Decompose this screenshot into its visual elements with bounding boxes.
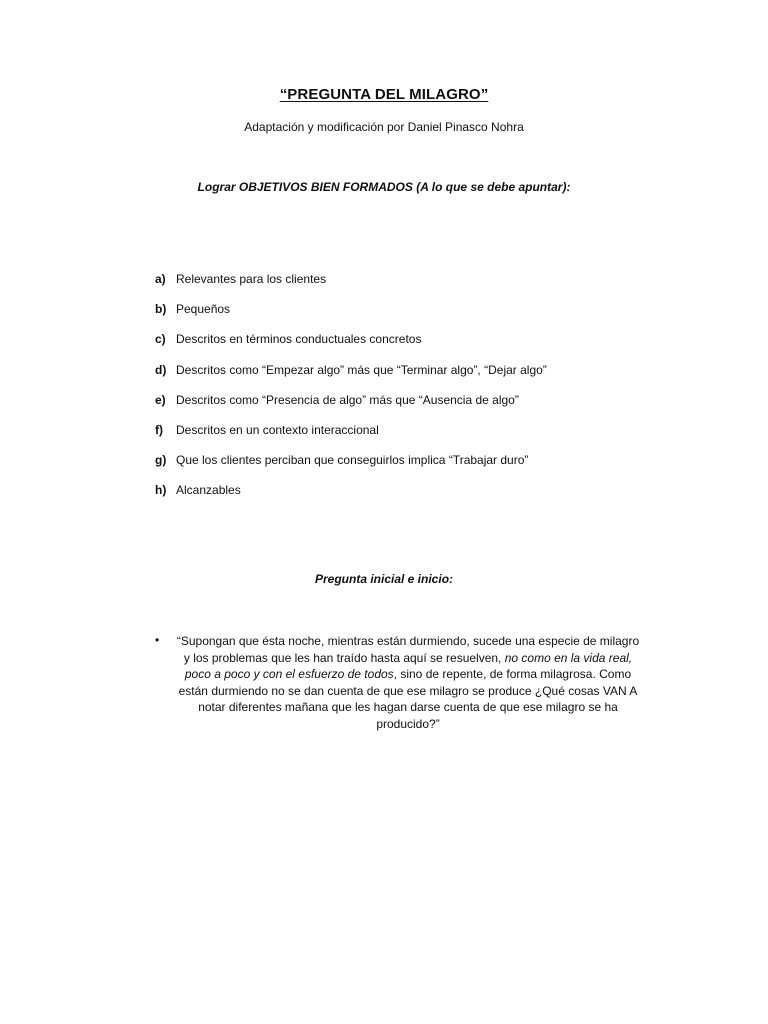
list-item-letter: g) — [155, 453, 167, 468]
list-item — [155, 301, 547, 331]
list-item-text: Descritos en un contexto interaccional — [176, 422, 379, 437]
list-item-text: Que los clientes perciban que conseguirlos implica “Trabajar duro” — [176, 453, 529, 468]
list-item-letter: a) — [155, 272, 166, 286]
list-item — [155, 362, 547, 392]
quote-part-2: , sino de repente, de forma milagrosa. Como están durmiendo no se dan cuenta de que ese milagro se produce ¿Qué cosas VAN A notar diferentes mañana que les hagan darse cuenta de que ese milagro se ha producido?” — [178, 667, 638, 731]
list-item-letter: b) — [155, 302, 167, 317]
list-item-letter: d) — [155, 362, 167, 377]
question-heading: Pregunta inicial e inicio: — [314, 572, 454, 586]
objectives-heading: Lograr OBJETIVOS BIEN FORMADOS (A lo que se debe apuntar): — [197, 180, 571, 194]
quote-italic-part: no como en la vida real, poco a poco y con el esfuerzo de todos — [184, 650, 633, 681]
list-item — [155, 392, 547, 422]
list-item — [155, 331, 547, 361]
list-item-text: Alcanzables — [176, 483, 241, 498]
quote-part-1: “Supongan que ésta noche, mientras están durmiendo, sucede una especie de milagro y los problemas que les han traído hasta aquí se resuelven, — [176, 634, 640, 665]
list-item — [155, 482, 547, 512]
list-item-text: Descritos como “Presencia de algo” más que “Ausencia de algo” — [176, 392, 519, 407]
list-item-text: Relevantes para los clientes — [176, 272, 327, 286]
bullet-icon: • — [155, 633, 160, 647]
miracle-question-text — [176, 633, 640, 732]
document-subtitle: Adaptación y modificación por Daniel Pinasco Nohra — [244, 120, 524, 134]
list-item — [155, 271, 547, 301]
criteria-list — [155, 271, 547, 513]
list-item — [155, 452, 547, 482]
list-item-text: Descritos en términos conductuales concretos — [176, 332, 422, 347]
list-item — [155, 422, 547, 452]
list-item-letter: e) — [155, 392, 166, 407]
document-title: “PREGUNTA DEL MILAGRO” — [279, 86, 489, 103]
list-item-text: Descritos como “Empezar algo” más que “Terminar algo”, “Dejar algo” — [176, 362, 547, 377]
list-item-text: Pequeños — [176, 302, 231, 317]
list-item-letter: h) — [155, 483, 167, 498]
list-item-letter: f) — [155, 422, 163, 437]
list-item-letter: c) — [155, 332, 166, 347]
